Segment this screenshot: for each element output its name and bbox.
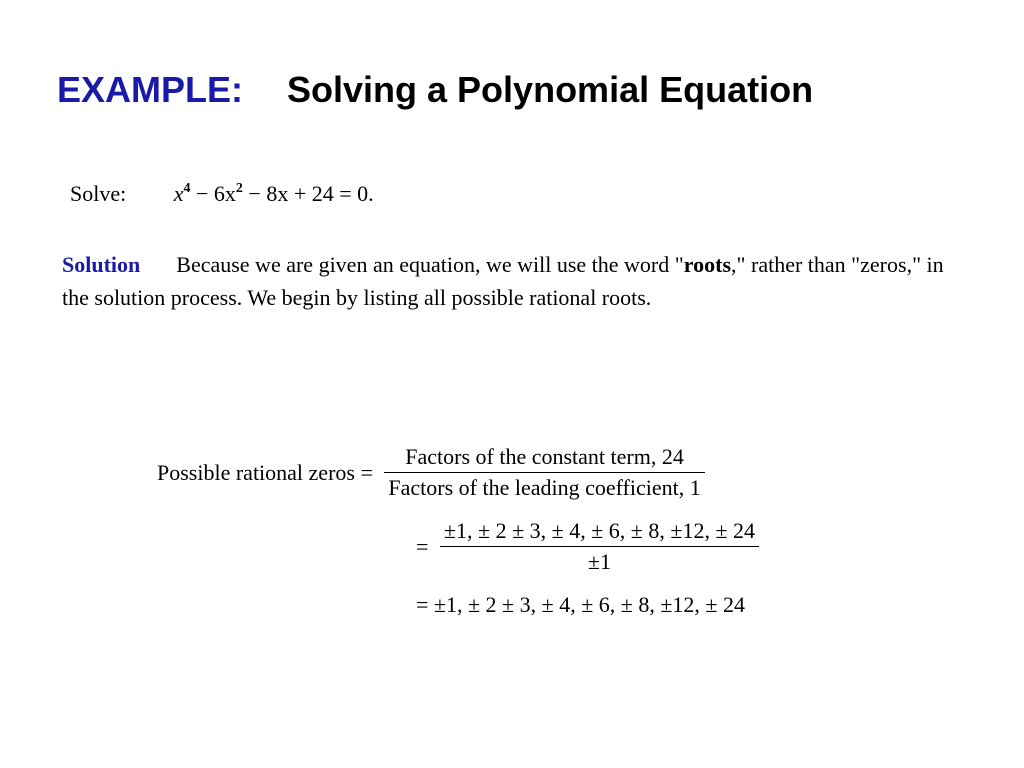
solve-prompt: Solve: <box>70 181 127 206</box>
solution-bold-word: roots <box>683 252 732 277</box>
polynomial-equation <box>174 181 374 206</box>
formula-lhs: Possible rational zeros = <box>157 459 373 485</box>
candidates-fraction-row <box>416 516 759 577</box>
fraction-denominator: Factors of the leading coefficient, 1 <box>388 475 701 500</box>
solution-paragraph <box>62 248 962 314</box>
eq-variable-x: x <box>173 181 184 206</box>
candidates-fraction <box>440 516 759 577</box>
example-label: EXAMPLE: <box>57 69 244 110</box>
title-topic: Solving a Polynomial Equation <box>287 69 814 110</box>
eq-term-6x: − 6x <box>190 181 236 206</box>
candidates-denominator: ±1 <box>587 549 611 574</box>
solution-text-start: Because we are given an equation, we will use the word " <box>176 252 684 277</box>
solution-label: Solution <box>62 252 141 277</box>
fraction-numerator: Factors of the constant term, 24 <box>384 442 704 473</box>
exponent-2: 2 <box>235 181 243 196</box>
formula-fraction <box>384 442 704 503</box>
rational-zeros-formula <box>157 442 705 503</box>
eq-remaining-terms: − 8x + 24 = 0. <box>242 181 374 206</box>
exponent-4: 4 <box>183 181 191 196</box>
equals-sign: = <box>416 533 429 559</box>
problem-statement <box>70 178 374 210</box>
slide-title <box>57 66 813 114</box>
candidates-final-row: = ±1, ± 2 ± 3, ± 4, ± 6, ± 8, ±12, ± 24 <box>416 592 746 617</box>
candidates-numerator: ±1, ± 2 ± 3, ± 4, ± 6, ± 8, ±12, ± 24 <box>440 516 759 547</box>
solution-text-end: ," rather than "zeros," in the solution process. We begin by listing all possible rational roots. <box>62 252 944 310</box>
